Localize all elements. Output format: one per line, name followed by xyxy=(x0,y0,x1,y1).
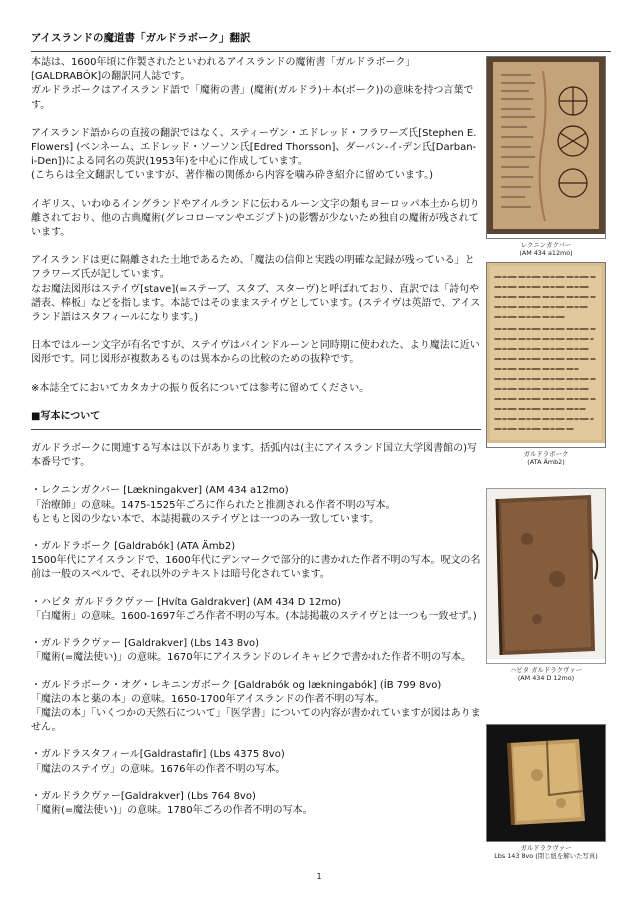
manuscript-entry xyxy=(31,484,481,527)
figure-laekningakver xyxy=(486,56,606,257)
page-number: 1 xyxy=(316,872,322,881)
intro-paragraph-5: 日本ではルーン文字が有名ですが、ステイヴはバインドルーンと同時期に使われた、より魔法に近い図形です。同じ図形が複数あるものは異本からの比較のための抜粋です。 xyxy=(31,340,480,366)
intro-paragraph-3: イギリス、いわゆるイングランドやアイルランドに伝わるルーン文字の類もヨーロッパ本土から切り離されており、他の古典魔術(グレコローマンやエジプト)の影響が少ないため独自の魔術が残されています。 xyxy=(31,198,480,239)
entry-title: ・レクニンガクバー [Lækningakver] (AM 434 a12mo) xyxy=(31,485,289,497)
manuscript-entry xyxy=(31,596,481,624)
manuscript-entry xyxy=(31,748,481,776)
manuscript-text-image xyxy=(487,263,605,443)
figure-galdrabok xyxy=(486,262,606,466)
intro-paragraph-1: 本誌は、1600年頃に作製されたといわれるアイスランドの魔術書「ガルドラボーク」[GALDRABÓK]の翻訳同人誌です。 ガルドラボークはアイスランド語で「魔術の書」(魔術(ガルドラ)＋本(ボーク))の意味を持つ言葉です。 xyxy=(31,57,474,111)
entry-title: ・ガルドラクヴァー[Galdrakver] (Lbs 764 8vo) xyxy=(31,790,256,802)
manuscript-photo xyxy=(486,56,606,239)
intro-paragraph-2: アイスランド語からの直接の翻訳ではなく、スティーヴン・エドレッド・フラワーズ氏[Stephen E. Flowers] (ベンネーム、エドレッド・ソーソン氏[Edred Thorsson]、ダーバン-イ-デン氏[Darban-i-Den])による同名の英訳(1953年)を中心に作成しています。 (こちらは全文翻訳していますが、著作権の関係から内容を噛み砕き紹介に留めています。) xyxy=(31,127,477,182)
manuscript-page-image xyxy=(487,57,605,234)
manuscript-photo xyxy=(486,262,606,448)
figure-caption: レクニンガクバー (AM 434 a12mo) xyxy=(519,241,573,257)
figure-caption: ガルドラボーク (ATA Ämb2) xyxy=(523,450,569,466)
entry-text: 「魔法のステイヴ」の意味。1676年の作者不明の写本。 xyxy=(31,763,286,775)
section-intro: ガルドラボークに関連する写本は以下があります。括弧内は(主にアイスランド国立大学図書館の)写本番号です。 xyxy=(31,443,478,469)
book-photo xyxy=(486,724,606,842)
figure-caption: ガルドラクヴァー Lbs 143 8vo (閉じ紐を解いた写真) xyxy=(494,844,598,860)
book-photo-image xyxy=(487,725,605,837)
entry-title: ・ガルドラスタフィール[Galdrastafir] (Lbs 4375 8vo) xyxy=(31,749,285,761)
figure-caption: ハビタ ガルドラクヴァー (AM 434 D 12mo) xyxy=(509,666,583,682)
intro-paragraph-4: アイスランドは更に隔離された土地であるため、「魔法の信仰と実践の明確な記録が残っている」とフラワーズ氏が記しています。 なお魔法図形はステイヴ[stave](=ステーブ、スタブ、スターヴ)と呼ばれており、直訳では「詩句や譜表、棒板」などを指します。本誌ではそのままステイヴとしています。(ステイヴは英語で、アイスランド語はスタフィールになります。) xyxy=(31,255,481,324)
entry-text: 「白魔術」の意味。1600-1697年ごろ作者不明の写本。(本誌掲載のステイヴとは一つも一致せず。) xyxy=(31,610,477,622)
manuscript-entry xyxy=(31,790,481,818)
entry-title: ・ガルドラクヴァー [Galdrakver] (Lbs 143 8vo) xyxy=(31,638,260,650)
entry-title: ・ガルドラボーク・オグ・レキニンガボーク [Galdrabók og lækningabók] (ÍB 799 8vo) xyxy=(31,679,442,691)
intro-note: ※本誌全てにおいてカタカナの振り仮名については参考に留めてください。 xyxy=(31,382,370,394)
figure-galdrakver xyxy=(486,724,606,860)
entry-text: もともと図の少ない本で、本誌掲載のステイヴとは一つのみ一致しています。 xyxy=(31,513,380,525)
figure-hvita-galdrakver xyxy=(486,488,606,682)
entry-text: 「魔術(=魔法使い)」の意味。1780年ごろの作者不明の写本。 xyxy=(31,804,313,816)
entry-title: ・ハビタ ガルドラクヴァー [Hvíta Galdrakver] (AM 434 D 12mo) xyxy=(31,596,342,608)
manuscript-entry xyxy=(31,679,481,736)
main-text xyxy=(31,56,481,831)
manuscript-entry xyxy=(31,540,481,583)
book-photo xyxy=(486,488,606,664)
book-cover-image xyxy=(487,489,605,659)
entry-text: 「魔術(=魔法使い)」の意味。1670年にアイスランドのレイキャビクで書かれた作者不明の写本。 xyxy=(31,652,472,664)
section-heading: ■写本について xyxy=(31,410,481,430)
page-title: アイスランドの魔道書「ガルドラボーク」翻訳 xyxy=(31,30,611,52)
entry-text: 「魔法の本と薬の本」の意味。1650-1700年アイスランドの作者不明の写本。 xyxy=(31,693,385,705)
entry-text: 「魔法の本」「いくつかの天然石について」「医学書」についての内容が書かれていますが図はありません。 xyxy=(31,707,481,734)
entry-text: 「治療師」の意味。1475-1525年ごろに作られたと推測される作者不明の写本。 xyxy=(31,499,396,511)
entry-text: 1500年代にアイスランドで、1600年代にデンマークで部分的に書かれた作者不明の写本。呪文の名前は一般のスペルで、それ以外のテキストは暗号化されています。 xyxy=(31,555,481,581)
manuscript-entry xyxy=(31,637,481,665)
entry-title: ・ガルドラボーク [Galdrabók] (ATA Ämb2) xyxy=(31,541,236,553)
